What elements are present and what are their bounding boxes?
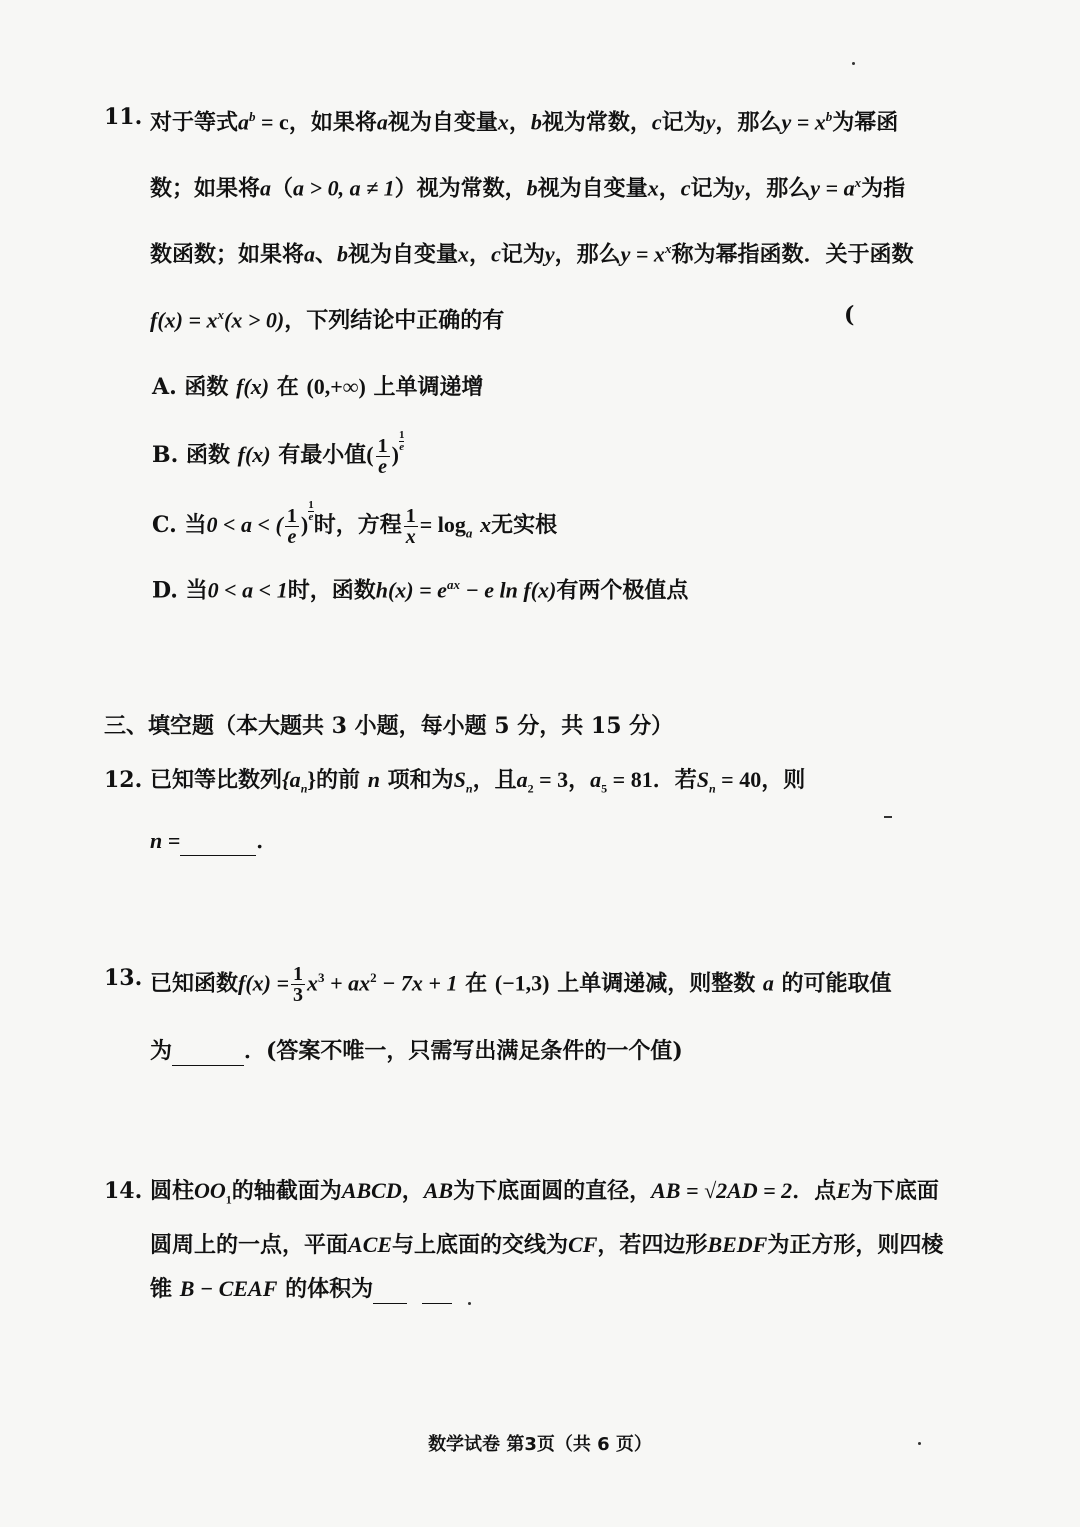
answer-blank-12[interactable]	[180, 833, 256, 856]
q12-number: 12.	[104, 767, 143, 793]
q14-number: 14.	[104, 1178, 143, 1204]
scan-speck	[884, 816, 892, 818]
answer-blank-14[interactable]	[373, 1281, 407, 1304]
answer-paren: (	[844, 302, 855, 328]
exam-page: 11. 对于等式$a^b = c$，如果将a视为自变量x，b视为常数，c记为y，那么$y = x^b$为幂函 数；如果将a（a > 0, a ≠ 1）视为常数，b视为自变量x，c记为y，那么$y = a^x$为指 数函数；如果将a、b视为自变量x，c记为y，那么$y = x^x$称为幂指函数．关于函数 $f(x) = x^x(x > 0)$，下列结论中正确的有 ( A. 函数 f(x) 在 (0,+∞) 上单调递增 B. 函数 f(x) 有最小值( $\frac{1}{e}$ ) $\frac{1}{e}$ C. 当0 < a < ( $\frac{1}{e}$ ) $\frac{1}{e}$ 时，方程 $\frac{1}{x}$ = $\log_a x$无实根 D. 当0 < a < 1时，函数$h(x) = e^{ax} - e$ ln f(x)有两个极值点 三、填空题（本大题共 3 小题，每小题 5 分，共 15 分） 12. 已知等比数列$\{a_n\}$的前 n 项和为$S_n$，且$a_2 = 3$，$a_5 = 81$．若$S_n = 40$，则 n = ． 13. 已知函数f(x) = $\frac{1}{3}$ $x^3 + ax^2 - 7x + 1$ 在 (−1,3) 上单调递减，则整数 a 的可能取值 为 ．(答案不唯一，只需写出满足条件的一个值) 14. 圆柱$OO_1$的轴截面为ABCD，AB为下底面圆的直径，AB = √2AD = 2．点E为下底面 圆周上的一点，平面ACE与上底面的交线为CF，若四边形BEDF为正方形，则四棱 锥 B − CEAF 的体积为 数学试卷 第3页（共 6 页）	[0, 0, 1080, 1527]
q11-number: 11.	[104, 104, 143, 130]
q13-number: 13.	[104, 965, 143, 991]
page-footer: 数学试卷 第3页（共 6 页）	[428, 1434, 652, 1455]
scan-speck	[468, 1302, 471, 1305]
answer-blank-13[interactable]	[172, 1043, 244, 1066]
scan-speck	[918, 1442, 921, 1445]
scan-speck	[852, 62, 855, 65]
